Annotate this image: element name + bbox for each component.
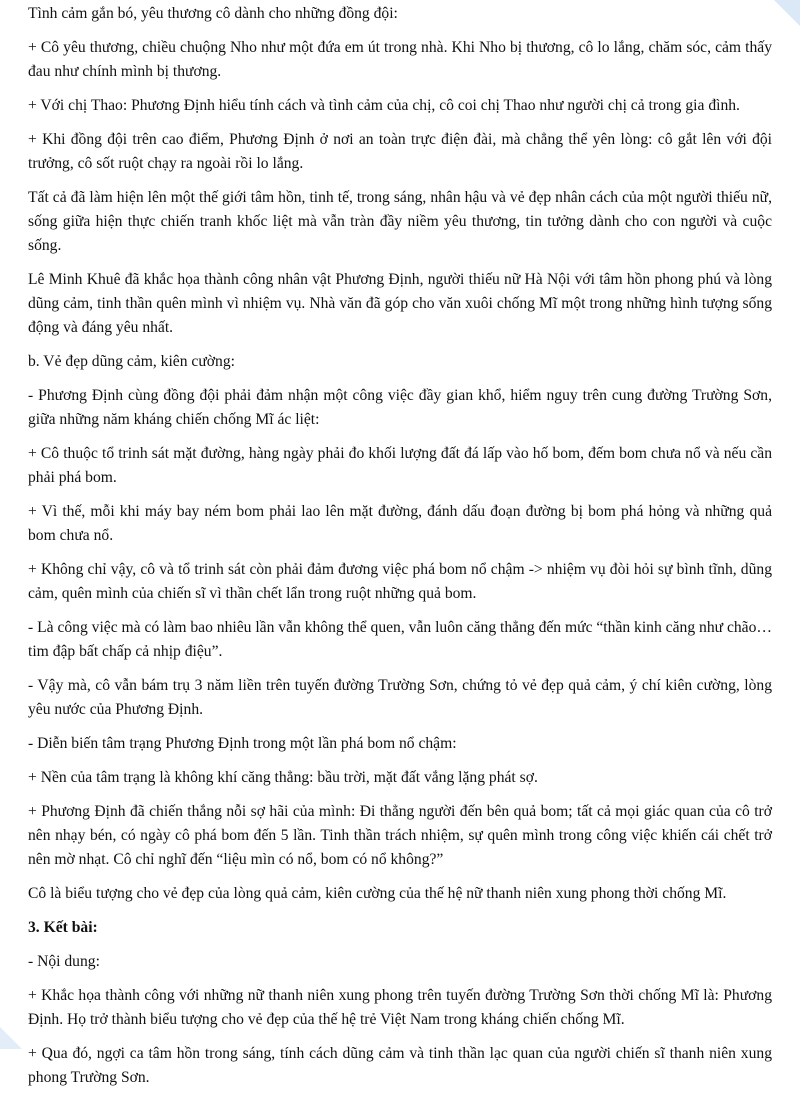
paragraph-hard-work: - Phương Định cùng đồng đội phải đảm nhận một công việc đầy gian khổ, hiểm nguy trên cung đường Trường Sơn, giữa những năm kháng chiến chống Mĩ ác liệt: <box>28 387 772 428</box>
document-body <box>28 0 772 1100</box>
section-heading-conclusion: 3. Kết bài: <box>28 919 98 936</box>
paragraph-bomb-marking: + Vì thế, mỗi khi máy bay ném bom phải lao lên mặt đường, đánh dấu đoạn đường bị bom phá hỏng và những quả bom chưa nổ. <box>28 503 772 544</box>
paragraph-conclusion-portrayal: + Khắc họa thành công với những nữ thanh niên xung phong trên tuyến đường Trường Sơn thời chống Mĩ là: Phương Định. Họ trở thành biểu tượng cho vẻ đẹp của thế hệ trẻ Việt Nam trong kháng chiến chống Mĩ. <box>28 987 772 1028</box>
paragraph-nho: + Cô yêu thương, chiều chuộng Nho như một đứa em út trong nhà. Khi Nho bị thương, cô lo lắng, chăm sóc, cảm thấy đau như chính mình bị thương. <box>28 39 772 80</box>
paragraph-content-label: - Nội dung: <box>28 953 100 970</box>
paragraph-conclusion-praise: + Qua đó, ngợi ca tâm hồn trong sáng, tính cách dũng cảm và tinh thần lạc quan của người chiến sĩ thanh niên xung phong Trường Sơn. <box>28 1045 772 1086</box>
paragraph-symbol: Cô là biểu tượng cho vẻ đẹp của lòng quả cảm, kiên cường của thế hệ nữ thanh niên xung phong thời chống Mĩ. <box>28 885 727 902</box>
paragraph-affection-intro: Tình cảm gắn bó, yêu thương cô dành cho những đồng đội: <box>28 5 398 22</box>
paragraph-bomb-defusing: + Không chỉ vậy, cô và tổ trinh sát còn phải đảm đương việc phá bom nổ chậm -> nhiệm vụ đòi hỏi sự bình tĩnh, dũng cảm, quên mình của chiến sĩ vì thần chết lẩn trong ruột những quả bom. <box>28 561 772 602</box>
paragraph-comrades-worry: + Khi đồng đội trên cao điểm, Phương Định ở nơi an toàn trực điện đài, mà chẳng thể yên lòng: cô gắt lên với đội trưởng, cô sốt ruột chạy ra ngoài rồi lo lắng. <box>28 131 772 172</box>
paragraph-author-success: Lê Minh Khuê đã khắc họa thành công nhân vật Phương Định, người thiếu nữ Hà Nội với tâm hồn phong phú và lòng dũng cảm, tinh thần quên mình vì nhiệm vụ. Nhà văn đã góp cho văn xuôi chống Mĩ một trong những hình tượng sống động và đáng yêu nhất. <box>28 271 772 336</box>
paragraph-tense-atmosphere: + Nền của tâm trạng là không khí căng thẳng: bầu trời, mặt đất vắng lặng phát sợ. <box>28 769 538 786</box>
paragraph-thao: + Với chị Thao: Phương Định hiểu tính cách và tình cảm của chị, cô coi chị Thao như người chị cả trong gia đình. <box>28 97 740 114</box>
paragraph-inner-world: Tất cả đã làm hiện lên một thế giới tâm hồn, tinh tế, trong sáng, nhân hậu và vẻ đẹp nhân cách của một người thiếu nữ, sống giữa hiện thực chiến tranh khốc liệt mà vẫn tràn đầy niềm yêu thương, tin tưởng dành cho con người và cuộc sống. <box>28 189 772 254</box>
paragraph-three-years: - Vậy mà, cô vẫn bám trụ 3 năm liền trên tuyến đường Trường Sơn, chứng tỏ vẻ đẹp quả cảm, ý chí kiên cường, lòng yêu nước của Phương Định. <box>28 677 772 718</box>
section-heading-courage: b. Vẻ đẹp dũng cảm, kiên cường: <box>28 353 235 370</box>
paragraph-overcome-fear: + Phương Định đã chiến thắng nỗi sợ hãi của mình: Đi thẳng người đến bên quả bom; tất cả mọi giác quan của cô trở nên nhạy bén, có ngày cô phá bom đến 5 lần. Tinh thần trách nhiệm, sự quên mình trong công việc khiến cái chết trở nên mờ nhạt. Cô chỉ nghĩ đến “liệu mìn có nổ, bom có nổ không?” <box>28 803 772 868</box>
paragraph-tension: - Là công việc mà có làm bao nhiêu lần vẫn không thể quen, vẫn luôn căng thẳng đến mức “thần kinh căng như chão… tim đập bất chấp cả nhịp điệu”. <box>28 619 772 660</box>
paragraph-scout-team: + Cô thuộc tổ trinh sát mặt đường, hàng ngày phải đo khối lượng đất đá lấp vào hố bom, đếm bom chưa nổ và nếu cần phải phá bom. <box>28 445 772 486</box>
paragraph-mood-intro: - Diễn biến tâm trạng Phương Định trong một lần phá bom nổ chậm: <box>28 735 457 752</box>
corner-decoration-bottom <box>0 1027 22 1049</box>
corner-decoration <box>774 0 800 26</box>
